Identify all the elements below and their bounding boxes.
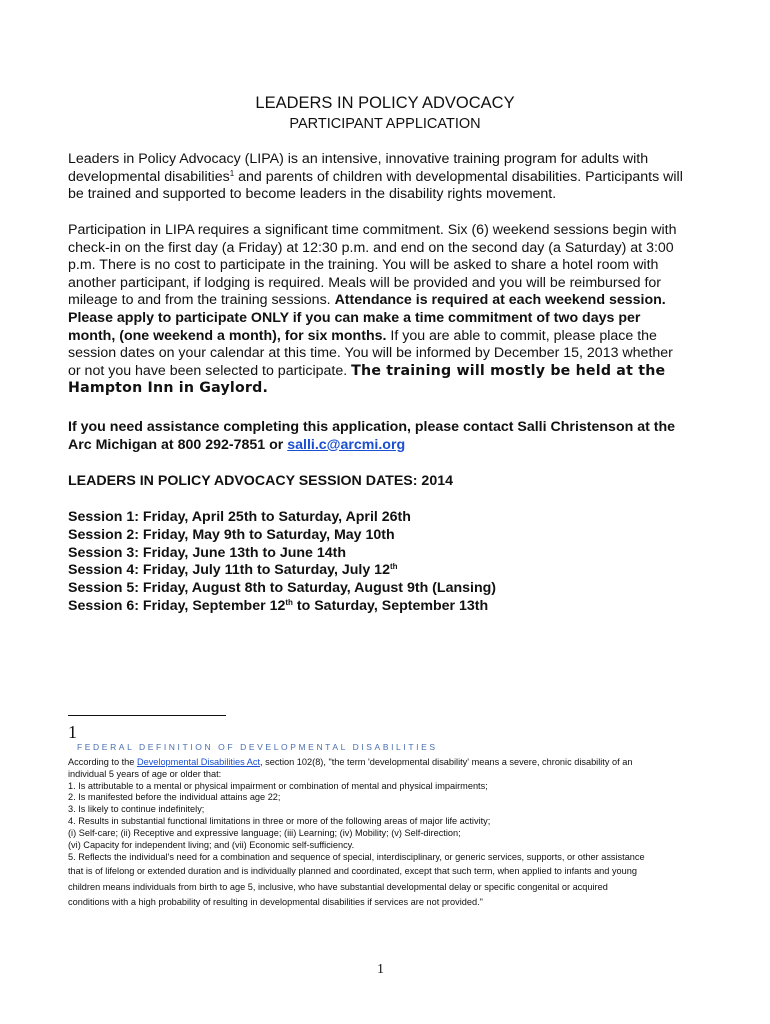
footnote-line: that is of lifelong or extended duration and is individually planned and coordinated, except that such term, when applied to infants and young (68, 866, 637, 877)
footnote-number: 1 (68, 722, 77, 742)
document-page (68, 0, 708, 1024)
contact-email-link[interactable]: salli.c@arcmi.org (287, 436, 406, 453)
page-number: 1 (377, 962, 384, 977)
ordinal-suffix: th (285, 597, 293, 607)
intro-text-b: and parents of children with developmental disabilities. Participants will be trained and supported to become leaders in the disability rights movement. (68, 168, 683, 203)
footnote-separator (68, 715, 226, 716)
participation-text-a: Participation in LIPA requires a significant time commitment. Six (6) weekend sessions begin with check-in on the first day (a Friday) at 12:30 p.m. and end on the second day (a Saturday) at 3:00 p.m. There is no cost to participate in the training. You will be asked to share a hotel room with another participant, if lodging is required. Meals will be provided and you will be reimbursed for mileage to and from the training sessions. (68, 222, 677, 309)
session-item (68, 562, 496, 580)
footnote-heading: FEDERAL DEFINITION OF DEVELOPMENTAL DISABILITIES (77, 742, 438, 752)
footnote-line: 1. Is attributable to a mental or physical impairment or combination of mental and physical impairments; (68, 780, 488, 791)
session-text: Session 3: Friday, June 13th to June 14th (68, 544, 347, 561)
footnote-line: 5. Reflects the individual's need for a combination and sequence of special, interdisciplinary, or generic services, supports, or other assistance (68, 852, 645, 863)
document-title: LEADERS IN POLICY ADVOCACY (255, 94, 515, 112)
session-text: Session 1: Friday, April 25th to Saturday, April 26th (68, 509, 411, 525)
footnote-line: individual 5 years of age or older that: (68, 768, 222, 779)
contact-text: If you need assistance completing this application, please contact Salli Christenson at the Arc Michigan at 800 292-7851 or (68, 419, 676, 453)
session-item (68, 598, 496, 616)
footnote-reference[interactable]: 1 (229, 168, 235, 178)
contact-paragraph (68, 419, 688, 454)
attendance-requirement: Attendance is required at each weekend session. Please apply to participate ONLY if you can make a time commitment of two days per month, (one weekend a month), for six months. (68, 292, 666, 344)
ordinal-suffix: th (389, 562, 398, 572)
session-item (68, 527, 496, 545)
training-location-note: The training will mostly be held at the Hampton Inn in Gaylord. (68, 362, 666, 397)
session-text-end: to Saturday, September 13th (292, 597, 489, 614)
dd-act-link[interactable]: Developmental Disabilities Act (136, 757, 261, 767)
participation-text-b: If you are able to commit, please place the session dates on your calendar at this time. You will be informed by December 15, 2013 whether or not you have been selected to participate. (68, 327, 673, 379)
footnote-line: (vi) Capacity for independent living; and (vii) Economic self-sufficiency. (68, 839, 355, 850)
sessions-heading: LEADERS IN POLICY ADVOCACY SESSION DATES: 2014 (68, 473, 453, 489)
footnote-line: children means individuals from birth to age 5, inclusive, who have substantial developmental delay or specific congenital or acquired (68, 881, 608, 892)
footnote-line: 3. Is likely to continue indefinitely; (68, 804, 205, 815)
intro-paragraph (68, 151, 688, 204)
footnote-lead (68, 757, 698, 769)
session-text: Session 4: Friday, July 11th to Saturday, July 12 (68, 562, 390, 579)
footnote-body (68, 757, 698, 911)
footnote-lead-text-end: , section 102(8), "the term 'developmental disability' means a severe, chronic disability of an (260, 757, 633, 767)
footnote-line: (i) Self-care; (ii) Receptive and expressive language; (iii) Learning; (iv) Mobility; (v) Self-direction; (68, 827, 461, 838)
intro-text-a: Leaders in Policy Advocacy (LIPA) is an intensive, innovative training program for adults with developmental disabilities (68, 151, 649, 185)
session-item (68, 545, 496, 563)
document-subtitle: PARTICIPANT APPLICATION (289, 116, 481, 132)
footnote-line: 4. Results in substantial functional limitations in three or more of the following areas of major life activity; (68, 815, 491, 826)
session-text: Session 5: Friday, August 8th to Saturday, August 9th (Lansing) (68, 580, 497, 597)
footnote-lead-text: According to the (68, 757, 137, 767)
session-text: Session 6: Friday, September 12 (68, 597, 286, 614)
participation-paragraph (68, 222, 688, 398)
footnote-line: 2. Is manifested before the individual attains age 22; (68, 792, 281, 803)
footnote-line: conditions with a high probability of resulting in developmental disabilities if services are not provided." (68, 897, 483, 908)
session-text: Session 2: Friday, May 9th to Saturday, May 10th (68, 526, 395, 543)
session-item (68, 509, 496, 527)
session-item (68, 580, 496, 598)
sessions-list (68, 509, 496, 616)
